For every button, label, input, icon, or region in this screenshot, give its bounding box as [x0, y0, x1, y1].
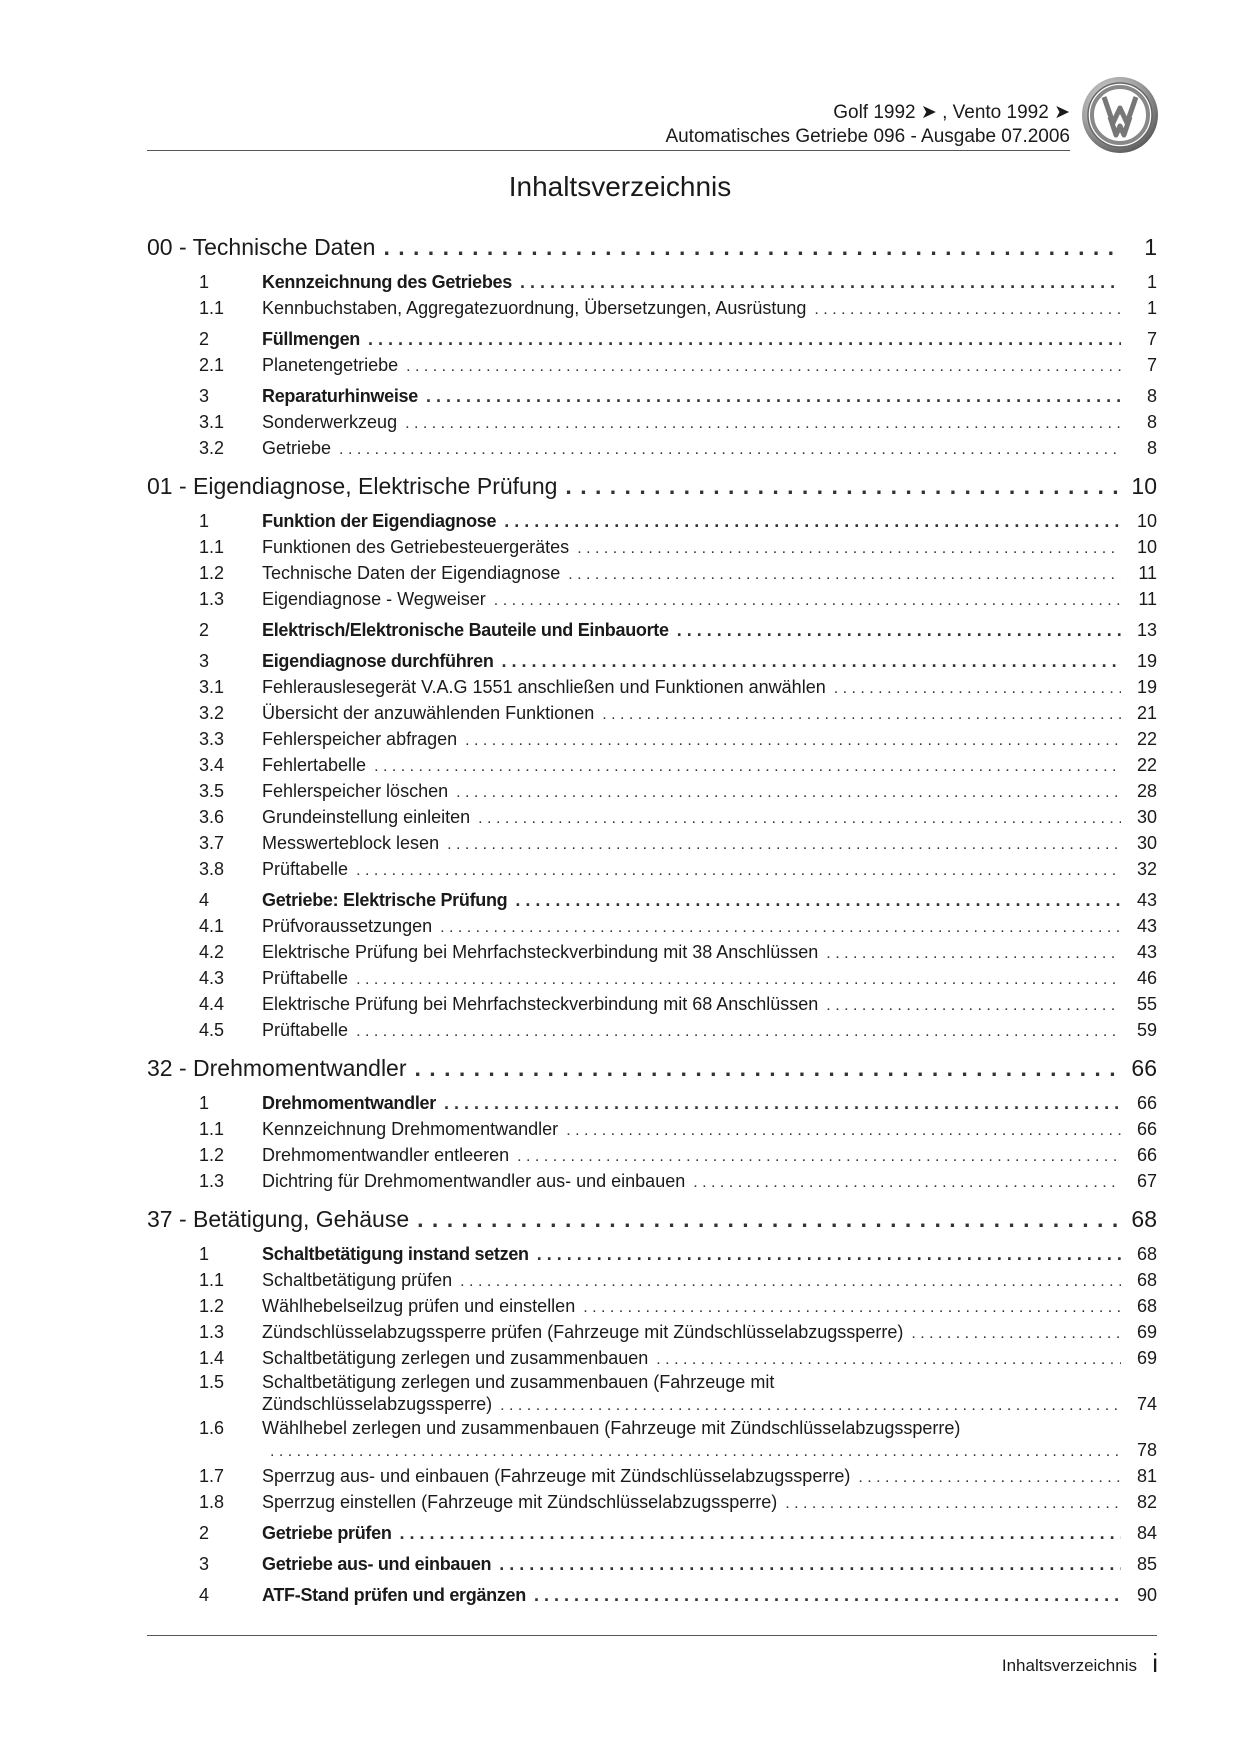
toc-section-row[interactable] [147, 1582, 1157, 1608]
toc-entry-title: Fehlerauslesegerät V.A.G 1551 anschließen und Funktionen anwählen [262, 677, 826, 697]
toc-chapter-title: 00 - Technische Daten [147, 234, 376, 260]
toc-entry-title: Getriebe [262, 438, 332, 458]
toc-page-number: 43 [1136, 916, 1157, 936]
leader-dots [565, 469, 1119, 503]
leader-dots [465, 728, 1121, 754]
toc-entry-title: Grundeinstellung einleiten [262, 807, 471, 827]
toc-entry-number: 3.2 [199, 438, 225, 458]
toc-sub-row[interactable] [147, 991, 1157, 1017]
footer-divider [147, 1635, 1157, 1636]
toc-page-number: 90 [1136, 1585, 1157, 1605]
toc-sub-row[interactable] [147, 856, 1157, 882]
toc-entry-number: 3 [199, 651, 210, 671]
toc-sub-row[interactable] [147, 1017, 1157, 1043]
toc-entry-number: 1.2 [199, 563, 225, 583]
toc-entry-number: 3.1 [199, 412, 225, 432]
toc-entry-title-cont: Zündschlüsselabzugssperre) [262, 1394, 493, 1414]
toc-sub-row[interactable] [147, 435, 1157, 461]
toc-entry-number: 3.7 [199, 833, 225, 853]
toc-entry-number: 4.2 [199, 942, 225, 962]
toc-page-number: 22 [1136, 755, 1157, 775]
leader-dots [499, 1551, 1121, 1577]
page-header [147, 96, 1070, 152]
leader-dots [417, 1202, 1119, 1236]
toc-sub-row[interactable] [147, 295, 1157, 321]
toc-page-number: 43 [1136, 890, 1157, 910]
toc-entry-number: 1.2 [199, 1296, 225, 1316]
toc-entry-number: 3 [199, 386, 210, 406]
toc-sub-row[interactable] [147, 1489, 1157, 1515]
toc-entry-title: Fehlertabelle [262, 755, 367, 775]
toc-page-number: 28 [1136, 781, 1157, 801]
leader-dots [447, 832, 1121, 858]
leader-dots [577, 536, 1121, 562]
toc-page-number: 78 [1136, 1440, 1157, 1460]
toc-entry-number: 1.8 [199, 1492, 225, 1512]
toc-entry-number: 2 [199, 620, 210, 640]
toc-section-row[interactable] [147, 648, 1157, 674]
leader-dots [504, 508, 1121, 534]
toc-entry-title: Kennzeichnung Drehmomentwandler [262, 1119, 559, 1139]
toc-entry-title: Elektrische Prüfung bei Mehrfachsteckverbindung mit 68 Anschlüssen [262, 994, 819, 1014]
toc-sub-row[interactable] [147, 913, 1157, 939]
toc-entry-title: Funktionen des Getriebesteuergerätes [262, 537, 570, 557]
toc-sub-row[interactable] [147, 1319, 1157, 1345]
toc-sub-row[interactable] [147, 1463, 1157, 1489]
header-edition: Automatisches Getriebe 096 - Ausgabe 07.2006 [665, 126, 1070, 147]
toc-entry-title: Fehlerspeicher abfragen [262, 729, 458, 749]
toc-chapter-title: 37 - Betätigung, Gehäuse [147, 1206, 410, 1232]
toc-entry-number: 1.5 [199, 1372, 225, 1392]
toc-page-number: 19 [1136, 677, 1157, 697]
toc-entry-title: Technische Daten der Eigendiagnose [262, 563, 561, 583]
toc-entry-number: 1.4 [199, 1348, 225, 1368]
leader-dots [537, 1241, 1121, 1267]
leader-dots [374, 754, 1121, 780]
toc-entry-title: Eigendiagnose - Wegweiser [262, 589, 486, 609]
toc-sub-row[interactable] [147, 534, 1157, 560]
toc-sub-row[interactable] [147, 1142, 1157, 1168]
toc-entry-title: Kennbuchstaben, Aggregatezuordnung, Übersetzungen, Ausrüstung [262, 298, 807, 318]
leader-dots [270, 1441, 1121, 1463]
toc-entry-title: Drehmomentwandler [262, 1093, 436, 1113]
leader-dots [405, 411, 1121, 437]
toc-page-number: 1 [1146, 272, 1157, 292]
toc-entry-number: 4.5 [199, 1020, 225, 1040]
toc-entry-title: Zündschlüsselabzugssperre prüfen (Fahrzeuge mit Zündschlüsselabzugssperre) [262, 1322, 904, 1342]
toc-section-row[interactable] [147, 1520, 1157, 1546]
toc-entry-number: 1 [199, 272, 210, 292]
toc-entry-number: 3.2 [199, 703, 225, 723]
toc-entry-number: 1 [199, 1244, 210, 1264]
leader-dots [456, 780, 1121, 806]
toc-page-number: 1 [1146, 298, 1157, 318]
toc-entry-number: 3.8 [199, 859, 225, 879]
leader-dots [494, 588, 1121, 614]
toc-page-number: 8 [1146, 438, 1157, 458]
toc-entry-number: 4.3 [199, 968, 225, 988]
toc-sub-row[interactable] [147, 409, 1157, 435]
toc-sub-row[interactable] [147, 726, 1157, 752]
toc-entry-title: Drehmomentwandler entleeren [262, 1145, 510, 1165]
leader-dots [534, 1582, 1121, 1608]
toc-entry-title: Prüfvoraussetzungen [262, 916, 433, 936]
toc-page-number: 85 [1136, 1554, 1157, 1574]
toc-entry-number: 2 [199, 329, 210, 349]
toc-sub-row[interactable] [147, 778, 1157, 804]
toc-page-number: 66 [1131, 1055, 1157, 1081]
toc-chapter-row[interactable] [147, 230, 1157, 264]
toc-page-number: 30 [1136, 833, 1157, 853]
footer-label: Inhaltsverzeichnis [1001, 1656, 1137, 1675]
toc-page-number: 66 [1136, 1145, 1157, 1165]
leader-dots [500, 1395, 1121, 1417]
toc-sub-row[interactable] [147, 1293, 1157, 1319]
toc-page-number: 10 [1131, 473, 1157, 499]
toc-page-number: 55 [1136, 994, 1157, 1014]
toc-page-number: 22 [1136, 729, 1157, 749]
toc-entry-number: 1.3 [199, 589, 225, 609]
toc-entry-title: Prüftabelle [262, 1020, 349, 1040]
toc-page-number: 66 [1136, 1093, 1157, 1113]
leader-dots [693, 1170, 1121, 1196]
toc-entry-title: Schaltbetätigung instand setzen [262, 1244, 529, 1264]
toc-sub-row[interactable] [147, 939, 1157, 965]
toc-chapter-row[interactable] [147, 469, 1157, 503]
toc-entry-number: 1.1 [199, 298, 225, 318]
toc-entry-title: Füllmengen [262, 329, 361, 349]
toc-entry-number: 3 [199, 1554, 210, 1574]
toc-page-number: 82 [1136, 1492, 1157, 1512]
toc-sub-row[interactable] [147, 586, 1157, 612]
leader-dots [677, 617, 1121, 643]
page-title: Inhaltsverzeichnis [508, 171, 732, 202]
leader-dots [826, 941, 1121, 967]
toc-sub-row[interactable] [147, 752, 1157, 778]
toc-multi-row[interactable] [147, 1417, 1157, 1463]
toc-page-number: 1 [1144, 234, 1157, 260]
toc-entry-number: 3.4 [199, 755, 225, 775]
toc-page-number: 8 [1146, 412, 1157, 432]
toc-page-number: 13 [1136, 620, 1157, 640]
toc-page-number: 46 [1136, 968, 1157, 988]
toc-entry-number: 4.1 [199, 916, 225, 936]
toc-entry-title: Übersicht der anzuwählenden Funktionen [262, 703, 595, 723]
leader-dots [406, 354, 1121, 380]
toc-page-number: 68 [1136, 1244, 1157, 1264]
toc-sub-row[interactable] [147, 1267, 1157, 1293]
toc-page-number: 10 [1136, 537, 1157, 557]
toc-page-number: 68 [1131, 1206, 1157, 1232]
toc-page-number: 43 [1136, 942, 1157, 962]
toc-page-number: 11 [1138, 589, 1157, 609]
toc-page-number: 74 [1136, 1394, 1157, 1414]
toc-page-number: 11 [1138, 563, 1157, 583]
toc-entry-number: 1.1 [199, 537, 225, 557]
toc-page-number: 21 [1136, 703, 1157, 723]
toc-entry-number: 1.7 [199, 1466, 225, 1486]
toc-entry-title: ATF-Stand prüfen und ergänzen [262, 1585, 526, 1605]
toc-page-number: 68 [1136, 1270, 1157, 1290]
toc-page-number: 32 [1136, 859, 1157, 879]
toc-entry-title: Sperrzug aus- und einbauen (Fahrzeuge mit Zündschlüsselabzugssperre) [262, 1466, 851, 1486]
leader-dots [400, 1520, 1121, 1546]
toc-section-row[interactable] [147, 1241, 1157, 1267]
toc-entry-title: Sperrzug einstellen (Fahrzeuge mit Zündschlüsselabzugssperre) [262, 1492, 778, 1512]
toc-section-row[interactable] [147, 383, 1157, 409]
toc-page-number: 59 [1136, 1020, 1157, 1040]
leader-dots [814, 297, 1121, 323]
toc-entry-number: 1 [199, 1093, 210, 1113]
toc-entry-title: Getriebe: Elektrische Prüfung [262, 890, 508, 910]
leader-dots [858, 1465, 1121, 1491]
toc-entry-title: Funktion der Eigendiagnose [262, 511, 497, 531]
toc-entry-title: Elektrisch/Elektronische Bauteile und Einbauorte [262, 620, 669, 640]
toc-sub-row[interactable] [147, 1168, 1157, 1194]
toc-section-row[interactable] [147, 326, 1157, 352]
toc-entry-number: 3.3 [199, 729, 225, 749]
leader-dots [383, 230, 1121, 264]
toc-page-number: 66 [1136, 1119, 1157, 1139]
toc-entry-title: Getriebe aus- und einbauen [262, 1554, 492, 1574]
leader-dots [517, 1144, 1121, 1170]
toc-entry-number: 2.1 [199, 355, 225, 375]
toc-page-number: 84 [1136, 1523, 1157, 1543]
leader-dots [826, 993, 1121, 1019]
table-of-contents [147, 230, 1157, 1608]
toc-entry-title: Planetengetriebe [262, 355, 399, 375]
toc-entry-title: Schaltbetätigung prüfen [262, 1270, 453, 1290]
leader-dots [566, 1118, 1121, 1144]
leader-dots [911, 1321, 1121, 1347]
toc-entry-title: Sonderwerkzeug [262, 412, 398, 432]
toc-entry-number: 4.4 [199, 994, 225, 1014]
toc-multi-row[interactable] [147, 1371, 1157, 1417]
leader-dots [368, 326, 1121, 352]
leader-dots [426, 383, 1121, 409]
toc-entry-number: 4 [199, 890, 210, 910]
toc-entry-title: Getriebe prüfen [262, 1523, 392, 1543]
toc-sub-row[interactable] [147, 1116, 1157, 1142]
toc-entry-title: Fehlerspeicher löschen [262, 781, 449, 801]
toc-entry-number: 1.3 [199, 1322, 225, 1342]
toc-entry-title: Messwerteblock lesen [262, 833, 440, 853]
footer-page-number: i [1152, 1648, 1158, 1678]
toc-entry-number: 3.5 [199, 781, 225, 801]
header-models: Golf 1992 ➤ , Vento 1992 ➤ [833, 102, 1070, 123]
leader-dots [356, 1019, 1121, 1045]
toc-entry-number: 4 [199, 1585, 210, 1605]
leader-dots [520, 269, 1121, 295]
toc-sub-row[interactable] [147, 1345, 1157, 1371]
toc-page-number: 68 [1136, 1296, 1157, 1316]
toc-chapter-title: 32 - Drehmomentwandler [147, 1055, 407, 1081]
toc-sub-row[interactable] [147, 674, 1157, 700]
toc-entry-title: Schaltbetätigung zerlegen und zusammenbauen [262, 1348, 649, 1368]
toc-section-row[interactable] [147, 887, 1157, 913]
leader-dots [440, 915, 1121, 941]
toc-page-number: 81 [1136, 1466, 1157, 1486]
leader-dots [515, 887, 1121, 913]
toc-section-row[interactable] [147, 617, 1157, 643]
toc-entry-title: Elektrische Prüfung bei Mehrfachsteckverbindung mit 38 Anschlüssen [262, 942, 819, 962]
leader-dots [568, 562, 1121, 588]
leader-dots [444, 1090, 1121, 1116]
toc-sub-row[interactable] [147, 700, 1157, 726]
toc-page-number: 69 [1136, 1348, 1157, 1368]
toc-entry-title: Wählhebelseilzug prüfen und einstellen [262, 1296, 576, 1316]
header-divider [147, 150, 1070, 151]
toc-entry-title: Eigendiagnose durchführen [262, 651, 494, 671]
toc-page-number: 30 [1136, 807, 1157, 827]
toc-chapter-row[interactable] [147, 1202, 1157, 1236]
leader-dots [356, 967, 1121, 993]
toc-sub-row[interactable] [147, 560, 1157, 586]
toc-entry-number: 3.6 [199, 807, 225, 827]
toc-chapter-title: 01 - Eigendiagnose, Elektrische Prüfung [147, 473, 558, 499]
leader-dots [583, 1295, 1121, 1321]
toc-page-number: 8 [1146, 386, 1157, 406]
leader-dots [415, 1051, 1120, 1085]
toc-page-number: 67 [1136, 1171, 1157, 1191]
toc-entry-number: 3.1 [199, 677, 225, 697]
toc-entry-title: Prüftabelle [262, 968, 349, 988]
toc-entry-title: Prüftabelle [262, 859, 349, 879]
toc-entry-number: 1.6 [199, 1418, 225, 1438]
toc-page-number: 10 [1136, 511, 1157, 531]
leader-dots [356, 858, 1121, 884]
toc-section-row[interactable] [147, 1551, 1157, 1577]
leader-dots [602, 702, 1121, 728]
toc-entry-number: 2 [199, 1523, 210, 1543]
toc-entry-number: 1.1 [199, 1119, 225, 1139]
toc-page-number: 7 [1146, 329, 1157, 349]
toc-section-row[interactable] [147, 508, 1157, 534]
leader-dots [785, 1491, 1121, 1517]
vw-logo-icon [1080, 75, 1160, 155]
toc-entry-title: Kennzeichnung des Getriebes [262, 272, 512, 292]
toc-page-number: 69 [1136, 1322, 1157, 1342]
toc-entry-number: 1.1 [199, 1270, 225, 1290]
leader-dots [502, 648, 1121, 674]
toc-section-row[interactable] [147, 269, 1157, 295]
leader-dots [339, 437, 1121, 463]
toc-sub-row[interactable] [147, 965, 1157, 991]
toc-entry-title: Schaltbetätigung zerlegen und zusammenbauen (Fahrzeuge mit [262, 1372, 775, 1392]
toc-sub-row[interactable] [147, 352, 1157, 378]
toc-page-number: 7 [1146, 355, 1157, 375]
toc-sub-row[interactable] [147, 804, 1157, 830]
toc-entry-number: 1.2 [199, 1145, 225, 1165]
leader-dots [656, 1347, 1121, 1373]
leader-dots [478, 806, 1121, 832]
toc-sub-row[interactable] [147, 830, 1157, 856]
toc-section-row[interactable] [147, 1090, 1157, 1116]
toc-chapter-row[interactable] [147, 1051, 1157, 1085]
toc-entry-title: Reparaturhinweise [262, 386, 418, 406]
toc-entry-title: Dichtring für Drehmomentwandler aus- und einbauen [262, 1171, 686, 1191]
toc-entry-number: 1 [199, 511, 210, 531]
toc-page-number: 19 [1136, 651, 1157, 671]
toc-entry-number: 1.3 [199, 1171, 225, 1191]
leader-dots [460, 1269, 1121, 1295]
leader-dots [834, 676, 1121, 702]
toc-entry-title: Wählhebel zerlegen und zusammenbauen (Fahrzeuge mit Zündschlüsselabzugssperre) [262, 1418, 961, 1438]
